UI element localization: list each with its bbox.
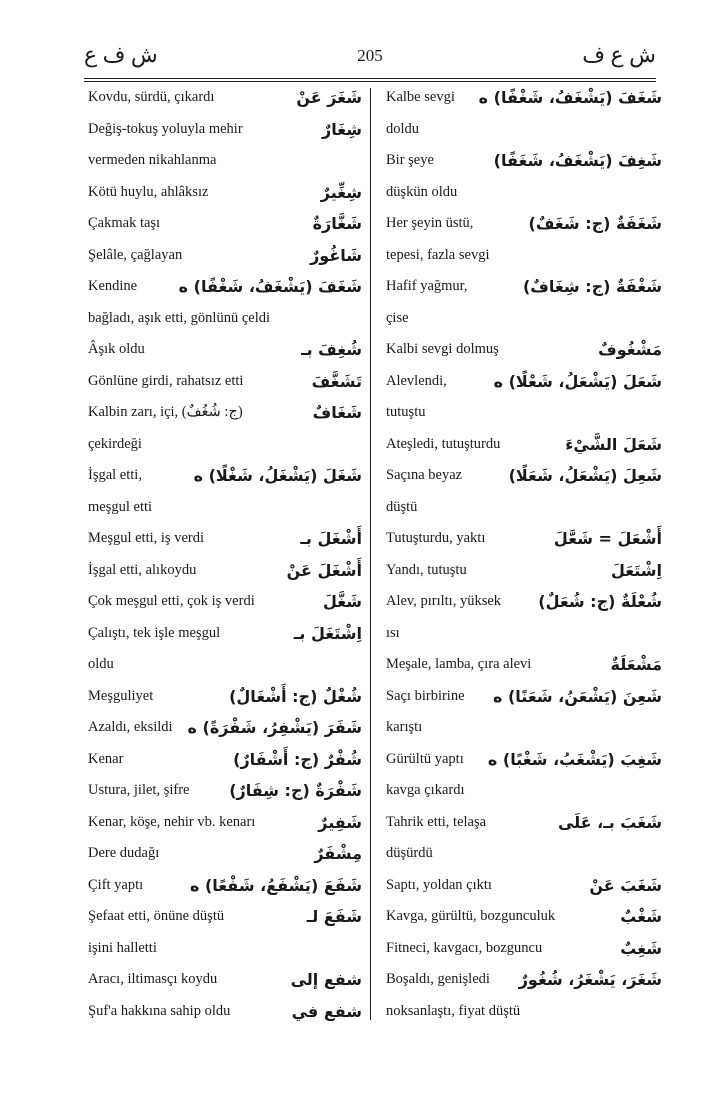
header-rule — [84, 78, 656, 79]
dictionary-line — [88, 901, 362, 933]
turkish-meaning: noksanlaştı, fiyat düştü — [386, 1002, 521, 1019]
turkish-meaning: çise — [386, 309, 409, 326]
arabic-headword: شَغِفَ (يَشْغَفُ، شَغَفًا) — [493, 151, 662, 171]
turkish-meaning: Tahrik etti, telaşa — [386, 813, 487, 830]
turkish-meaning: Kenar — [88, 750, 124, 767]
dictionary-line — [386, 114, 662, 146]
dictionary-line — [88, 271, 362, 303]
dictionary-line — [386, 523, 662, 555]
arabic-headword: اِشْتَغَلَ بـ — [293, 623, 362, 643]
turkish-meaning: düşürdü — [386, 845, 433, 862]
turkish-meaning: Gürültü yaptı — [386, 750, 464, 767]
turkish-meaning: Her şeyin üstü, — [386, 215, 474, 232]
arabic-headword: شَفَعَ لـ — [306, 907, 362, 927]
dictionary-line — [88, 681, 362, 713]
turkish-meaning: Kavga, gürültü, bozgunculuk — [386, 908, 556, 925]
dictionary-line — [88, 618, 362, 650]
turkish-meaning: Ateşledi, tutuşturdu — [386, 435, 501, 452]
turkish-meaning: vermeden nikahlanma — [88, 152, 217, 169]
arabic-headword: شَغِبٌ — [620, 938, 662, 958]
dictionary-line — [88, 397, 362, 429]
arabic-headword: شَفْرَةٌ (ج: شِفَارٌ) — [229, 781, 362, 801]
arabic-headword: شَغَرَ، يَشْغَرُ، شُغُورٌ — [518, 970, 662, 990]
turkish-meaning: Kalbin zarı, içi, (ج: شُغُفٌ) — [88, 404, 243, 421]
turkish-meaning: Tutuşturdu, yaktı — [386, 530, 486, 547]
turkish-meaning: kavga çıkardı — [386, 782, 465, 799]
arabic-headword: شَغَرَ عَنْ — [296, 88, 362, 108]
dictionary-line — [88, 303, 362, 335]
dictionary-line — [386, 618, 662, 650]
dictionary-line — [88, 933, 362, 965]
turkish-meaning: Alev, pırıltı, yüksek — [386, 593, 502, 610]
dictionary-line — [386, 240, 662, 272]
dictionary-line — [88, 523, 362, 555]
arabic-headword: مَشْعَلَةٌ — [610, 655, 662, 675]
arabic-headword: شَغْفَةٌ (ج: شِغَافٌ) — [522, 277, 662, 297]
arabic-headword: أَشْغَلَ عَنْ — [286, 560, 362, 580]
turkish-meaning: ısı — [386, 624, 400, 641]
dictionary-line — [88, 712, 362, 744]
dictionary-line — [386, 712, 662, 744]
dictionary-line — [386, 82, 662, 114]
dictionary-line — [386, 901, 662, 933]
dictionary-line — [386, 744, 662, 776]
dictionary-line — [386, 807, 662, 839]
dictionary-line — [386, 429, 662, 461]
dictionary-line — [386, 366, 662, 398]
turkish-meaning: Bir şeye — [386, 152, 434, 169]
header-right-letters: ش ع ف — [582, 42, 656, 67]
turkish-meaning: Saçına beyaz — [386, 467, 463, 484]
column-divider — [370, 88, 371, 1020]
arabic-headword: شَغَبَ بـ، عَلَى — [557, 812, 662, 832]
arabic-headword: شَغَفَةٌ (ج: شَغَفٌ) — [528, 214, 662, 234]
dictionary-line — [88, 649, 362, 681]
turkish-meaning: Çakmak taşı — [88, 215, 161, 232]
dictionary-line — [88, 114, 362, 146]
turkish-meaning: Ustura, jilet, şifre — [88, 782, 190, 799]
dictionary-line — [386, 649, 662, 681]
dictionary-line — [88, 366, 362, 398]
turkish-meaning: Şuf'a hakkına sahip oldu — [88, 1002, 231, 1019]
dictionary-line — [88, 429, 362, 461]
dictionary-line — [88, 838, 362, 870]
dictionary-line — [386, 145, 662, 177]
dictionary-line — [386, 933, 662, 965]
arabic-headword: تَشَغَّفَ — [311, 371, 362, 391]
turkish-meaning: Kenar, köşe, nehir vb. kenarı — [88, 813, 256, 830]
dictionary-line — [88, 145, 362, 177]
arabic-headword: شَفَرَ (يَشْفِرُ، شَفْرَةً) ه — [187, 718, 362, 738]
turkish-meaning: İşgal etti, alıkoydu — [88, 561, 197, 578]
page-header — [84, 38, 656, 78]
turkish-meaning: Hafif yağmur, — [386, 278, 468, 295]
turkish-meaning: Meşguliyet — [88, 687, 154, 704]
turkish-meaning: karıştı — [386, 719, 423, 736]
turkish-meaning: Çalıştı, tek işle meşgul — [88, 624, 221, 641]
header-left-letters: ش ف ع — [84, 42, 158, 67]
turkish-meaning: Yandı, tutuştu — [386, 561, 467, 578]
dictionary-line — [386, 775, 662, 807]
turkish-meaning: meşgul etti — [88, 498, 153, 515]
dictionary-line — [88, 586, 362, 618]
dictionary-line — [386, 460, 662, 492]
turkish-meaning: Saçı birbirine — [386, 687, 465, 704]
turkish-meaning: Saptı, yoldan çıktı — [386, 876, 492, 893]
turkish-meaning: düştü — [386, 498, 418, 515]
turkish-meaning: Çok meşgul etti, çok iş verdi — [88, 593, 255, 610]
arabic-headword: اِشْتَعَلَ — [610, 560, 662, 580]
arabic-headword: شَغَبَ عَنْ — [589, 875, 662, 895]
turkish-meaning: Değiş-tokuş yoluyla mehir — [88, 120, 243, 137]
turkish-meaning: oldu — [88, 656, 114, 673]
arabic-headword: شَاغُورٌ — [310, 245, 362, 265]
dictionary-line — [386, 334, 662, 366]
arabic-headword: شِغِّيرٌ — [320, 182, 362, 202]
turkish-meaning: Kendine — [88, 278, 138, 295]
dictionary-line — [386, 208, 662, 240]
arabic-headword: مِشْفَرٌ — [314, 844, 362, 864]
dictionary-line — [386, 681, 662, 713]
turkish-meaning: Âşık oldu — [88, 341, 145, 358]
turkish-meaning: tepesi, fazla sevgi — [386, 246, 490, 263]
turkish-meaning: bağladı, aşık etti, gönlünü çeldi — [88, 309, 271, 326]
arabic-headword: شَغَفَ (يَشْغَفُ، شَغْفًا) ه — [478, 88, 662, 108]
turkish-meaning: tutuştu — [386, 404, 426, 421]
dictionary-line — [88, 82, 362, 114]
right-column — [386, 82, 662, 1027]
arabic-headword: مَشْغُوفٌ — [598, 340, 662, 360]
turkish-meaning: Gönlüne girdi, rahatsız etti — [88, 372, 244, 389]
turkish-meaning: Kalbe sevgi — [386, 89, 455, 106]
arabic-headword: شفع إلى — [290, 970, 362, 990]
turkish-meaning: İşgal etti, — [88, 467, 142, 484]
turkish-meaning: Şelâle, çağlayan — [88, 246, 183, 263]
left-column — [88, 82, 362, 1027]
dictionary-line — [88, 996, 362, 1028]
arabic-headword: شُغِفَ بـ — [301, 340, 362, 360]
page-number: 205 — [357, 46, 383, 65]
arabic-headword: شفع في — [291, 1001, 362, 1021]
arabic-headword: شَغَّارَةٌ — [312, 214, 362, 234]
dictionary-line — [386, 586, 662, 618]
arabic-headword: أَشْغَلَ بـ — [300, 529, 362, 549]
dictionary-line — [88, 177, 362, 209]
dictionary-line — [386, 492, 662, 524]
dictionary-line — [386, 177, 662, 209]
dictionary-line — [88, 555, 362, 587]
turkish-meaning: Boşaldı, genişledi — [386, 971, 490, 988]
arabic-headword: شُعْلَةٌ (ج: شُعَلٌ) — [538, 592, 662, 612]
dictionary-line — [88, 807, 362, 839]
turkish-meaning: Kalbi sevgi dolmuş — [386, 341, 499, 358]
arabic-headword: شَعِلَ (يَشْعَلُ، شَعَلًا) — [508, 466, 662, 486]
arabic-headword: شُفْرٌ (ج: أَشْفَارٌ) — [233, 749, 362, 769]
arabic-headword: شَعَلَ (يَشْعَلُ، شَعْلًا) ه — [493, 371, 662, 391]
dictionary-line — [88, 460, 362, 492]
dictionary-line — [88, 492, 362, 524]
turkish-meaning: Meşale, lamba, çıra alevi — [386, 656, 532, 673]
turkish-meaning: Aracı, iltimasçı koydu — [88, 971, 218, 988]
arabic-headword: شَغَافٌ — [312, 403, 362, 423]
dictionary-line — [386, 838, 662, 870]
dictionary-line — [386, 271, 662, 303]
dictionary-line — [386, 964, 662, 996]
dictionary-line — [88, 744, 362, 776]
turkish-meaning: Çift yaptı — [88, 876, 144, 893]
turkish-meaning: Azaldı, eksildi — [88, 719, 173, 736]
turkish-meaning: Şefaat etti, önüne düştü — [88, 908, 225, 925]
arabic-headword: شَغِبَ (يَشْغَبُ، شَغْبًا) ه — [487, 749, 662, 769]
arabic-headword: شُغْلٌ (ج: أَشْغَالٌ) — [229, 686, 362, 706]
dictionary-line — [88, 870, 362, 902]
dictionary-line — [88, 775, 362, 807]
dictionary-line — [88, 208, 362, 240]
dictionary-line — [386, 996, 662, 1028]
dictionary-line — [386, 397, 662, 429]
turkish-meaning: Alevlendi, — [386, 372, 447, 389]
arabic-headword: شَعَلَ الشَّيْءَ — [565, 434, 662, 454]
arabic-headword: شَغَّلَ — [322, 592, 362, 612]
arabic-headword: شَفَعَ (يَشْفَعُ، شَفْعًا) ه — [189, 875, 362, 895]
arabic-headword: شَغَلَ (يَشْغَلُ، شَغْلًا) ه — [193, 466, 362, 486]
arabic-headword: شَغَفَ (يَشْغَفُ، شَغْفًا) ه — [178, 277, 362, 297]
turkish-meaning: işini halletti — [88, 939, 157, 956]
dictionary-line — [88, 240, 362, 272]
turkish-meaning: Kovdu, sürdü, çıkardı — [88, 89, 215, 106]
dictionary-line — [386, 870, 662, 902]
arabic-headword: شَفِيرٌ — [318, 812, 362, 832]
dictionary-line — [386, 555, 662, 587]
turkish-meaning: Kötü huylu, ahlâksız — [88, 183, 209, 200]
dictionary-line — [88, 334, 362, 366]
dictionary-line — [88, 964, 362, 996]
turkish-meaning: Meşgul etti, iş verdi — [88, 530, 204, 547]
turkish-meaning: Fitneci, kavgacı, bozguncu — [386, 939, 543, 956]
arabic-headword: أَشْعَلَ = شَعَّلَ — [553, 529, 662, 549]
turkish-meaning: çekirdeği — [88, 435, 142, 452]
arabic-headword: شِغَارٌ — [322, 119, 362, 139]
arabic-headword: شَغْبٌ — [620, 907, 662, 927]
arabic-headword: شَعِنَ (يَشْعَنُ، شَعَنًا) ه — [492, 686, 662, 706]
turkish-meaning: doldu — [386, 120, 420, 137]
dictionary-line — [386, 303, 662, 335]
turkish-meaning: düşkün oldu — [386, 183, 458, 200]
turkish-meaning: Dere dudağı — [88, 845, 160, 862]
